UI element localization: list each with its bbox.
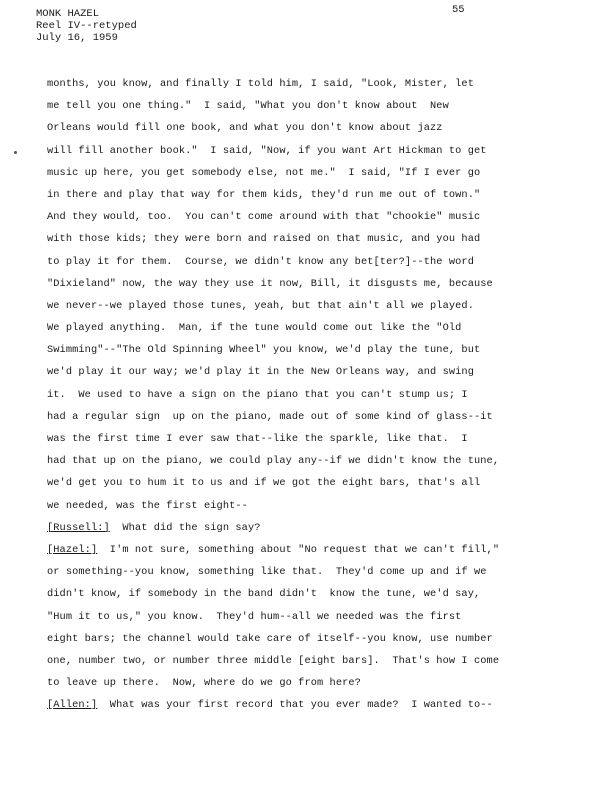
transcript-line: we never--we played those tunes, yeah, but that ain't all we played.	[47, 299, 474, 312]
speaker-label: [Allen:]	[47, 699, 98, 712]
transcript-line: music up here, you get somebody else, not me." I said, "If I ever go	[47, 166, 481, 179]
dialogue-line	[47, 539, 597, 561]
transcript-line: Swimming"--"The Old Spinning Wheel" you know, we'd play the tune, but	[47, 344, 481, 357]
transcript-line: We played anything. Man, if the tune would come out like the "Old	[47, 322, 462, 335]
scan-speck	[14, 151, 17, 154]
transcript-line: didn't know, if somebody in the band didn't know the tune, we'd say,	[47, 588, 481, 601]
transcript-line: in there and play that way for them kids, they'd run me out of town."	[47, 188, 481, 201]
transcript-body	[47, 73, 597, 716]
dialogue-line	[47, 517, 597, 539]
transcript-line: "Dixieland" now, the way they use it now, Bill, it disgusts me, because	[47, 277, 493, 290]
transcript-line: had a regular sign up on the piano, made out of some kind of glass--it	[47, 410, 493, 423]
transcript-line: it. We used to have a sign on the piano that you can't stump us; I	[47, 388, 468, 401]
transcript-line: to play it for them. Course, we didn't know any bet[ter?]--the word	[47, 255, 474, 268]
dialogue-line	[47, 694, 597, 716]
transcript-line: "Hum it to us," you know. They'd hum--all we needed was the first	[47, 610, 462, 623]
transcript-line: was the first time I ever saw that--like the sparkle, like that. I	[47, 433, 468, 445]
transcript-line: And they would, too. You can't come around with that "chookie" music	[47, 211, 481, 224]
dialogue-text: What did the sign say?	[109, 521, 261, 534]
reel-label: Reel IV--retyped	[36, 20, 137, 32]
speaker-label: [Russell:]	[47, 521, 110, 534]
dialogue-text: What was your first record that you ever made? I wanted to--	[97, 699, 493, 712]
transcript-line: we needed, was the first eight--	[47, 499, 248, 512]
interviewee-name: MONK HAZEL	[36, 8, 100, 20]
transcript-line: we'd play it our way; we'd play it in the New Orleans way, and swing	[47, 366, 474, 379]
transcript-line: to leave up there. Now, where do we go from here?	[47, 677, 361, 690]
transcript-line: eight bars; the channel would take care of itself--you know, use number	[47, 632, 493, 645]
transcript-line: or something--you know, something like that. They'd come up and if we	[47, 566, 487, 579]
transcript-line: months, you know, and finally I told him, I said, "Look, Mister, let	[47, 78, 474, 90]
page-number: 55	[452, 4, 465, 16]
interview-date: July 16, 1959	[36, 32, 118, 44]
transcript-line: we'd get you to hum it to us and if we got the eight bars, that's all	[47, 477, 481, 490]
transcript-line: Orleans would fill one book, and what you don't know about jazz	[47, 122, 443, 135]
page-header	[36, 8, 137, 44]
transcript-line: will fill another book." I said, "Now, if you want Art Hickman to get	[47, 144, 487, 157]
dialogue-text: I'm not sure, something about "No request that we can't fill,"	[97, 543, 500, 556]
transcript-line: with those kids; they were born and raised on that music, and you had	[47, 233, 481, 246]
transcript-line: one, number two, or number three middle [eight bars]. That's how I come	[47, 654, 500, 667]
speaker-label: [Hazel:]	[47, 543, 98, 556]
transcript-line: had that up on the piano, we could play any--if we didn't know the tune,	[47, 455, 500, 468]
transcript-line: me tell you one thing." I said, "What you don't know about New	[47, 100, 449, 113]
